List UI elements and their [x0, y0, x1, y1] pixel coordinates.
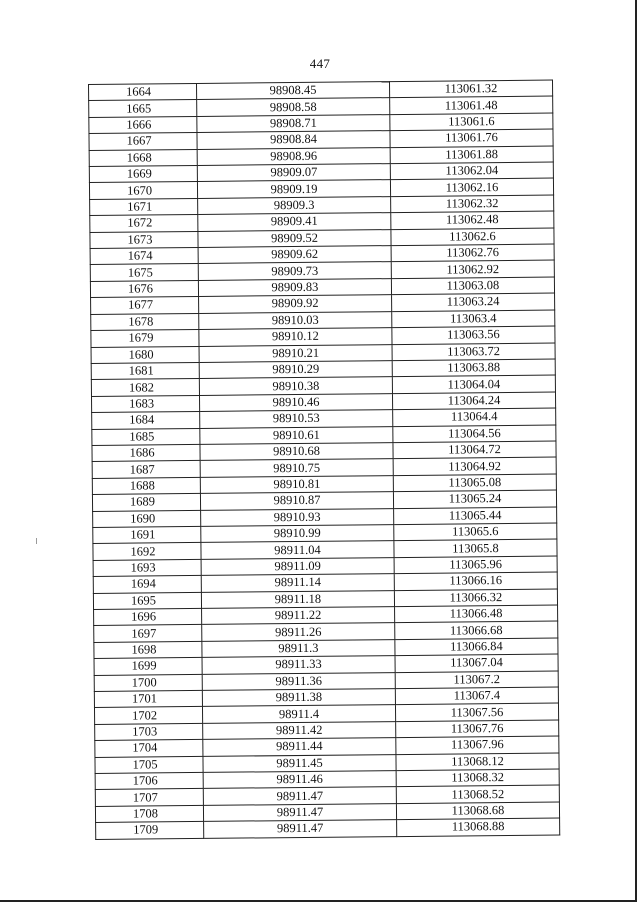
row-index-cell: 1696	[94, 608, 202, 625]
row-index-cell: 1695	[93, 592, 201, 609]
value-b-cell: 113061.48	[390, 96, 553, 114]
row-index-cell: 1674	[90, 248, 198, 265]
value-b-cell: 113063.72	[392, 343, 555, 361]
row-index-cell: 1684	[92, 412, 200, 429]
value-a-cell: 98910.12	[199, 328, 392, 346]
value-a-cell: 98910.87	[200, 492, 393, 510]
row-index-cell: 1707	[95, 789, 203, 806]
value-a-cell: 98911.47	[204, 820, 397, 838]
value-a-cell: 98909.19	[197, 180, 390, 198]
value-b-cell: 113063.24	[392, 293, 555, 311]
value-b-cell: 113066.48	[395, 605, 558, 623]
page-number: 447	[309, 56, 331, 71]
value-a-cell: 98911.04	[201, 541, 394, 559]
row-index-cell: 1700	[94, 674, 202, 691]
value-a-cell: 98910.03	[199, 311, 392, 329]
value-b-cell: 113061.88	[390, 146, 553, 164]
value-a-cell: 98910.99	[201, 525, 394, 543]
row-index-cell: 1705	[95, 756, 203, 773]
row-index-cell: 1698	[94, 641, 202, 658]
row-index-cell: 1666	[89, 116, 197, 133]
value-b-cell: 113068.12	[396, 753, 559, 771]
value-a-cell: 98911.36	[202, 672, 395, 690]
value-b-cell: 113068.68	[396, 802, 559, 820]
value-b-cell: 113064.72	[393, 441, 556, 459]
row-index-cell: 1699	[94, 658, 202, 675]
value-b-cell: 113062.32	[391, 195, 554, 213]
value-b-cell: 113067.76	[396, 720, 559, 738]
value-b-cell: 113066.32	[394, 589, 557, 607]
value-b-cell: 113068.88	[397, 818, 560, 836]
value-b-cell: 113062.92	[391, 261, 554, 279]
value-a-cell: 98909.52	[198, 229, 391, 247]
value-a-cell: 98911.09	[201, 557, 394, 575]
row-index-cell: 1693	[93, 559, 201, 576]
value-b-cell: 113064.24	[392, 392, 555, 410]
value-b-cell: 113067.56	[395, 703, 558, 721]
value-b-cell: 113065.96	[394, 556, 557, 574]
value-a-cell: 98911.47	[203, 803, 396, 821]
value-a-cell: 98910.61	[200, 426, 393, 444]
value-b-cell: 113068.52	[396, 785, 559, 803]
row-index-cell: 1689	[92, 494, 200, 511]
value-b-cell: 113062.76	[391, 244, 554, 262]
row-index-cell: 1704	[95, 740, 203, 757]
value-a-cell: 98909.41	[198, 213, 391, 231]
value-a-cell: 98911.44	[203, 738, 396, 756]
row-index-cell: 1667	[89, 133, 197, 150]
value-b-cell: 113064.92	[393, 457, 556, 475]
value-a-cell: 98911.22	[202, 607, 395, 625]
value-b-cell: 113063.56	[392, 326, 555, 344]
row-index-cell: 1664	[89, 83, 197, 100]
row-index-cell: 1685	[92, 428, 200, 445]
value-a-cell: 98908.84	[197, 131, 390, 149]
row-index-cell: 1675	[90, 264, 198, 281]
row-index-cell: 1680	[91, 346, 199, 363]
value-b-cell: 113064.56	[393, 425, 556, 443]
value-a-cell: 98909.83	[198, 278, 391, 296]
value-a-cell: 98910.21	[199, 344, 392, 362]
row-index-cell: 1682	[91, 379, 199, 396]
value-b-cell: 113065.08	[393, 474, 556, 492]
value-b-cell: 113064.04	[392, 375, 555, 393]
scan-speck	[36, 538, 37, 544]
row-index-cell: 1683	[91, 395, 199, 412]
row-index-cell: 1677	[91, 297, 199, 314]
row-index-cell: 1690	[93, 510, 201, 527]
value-a-cell: 98909.62	[198, 246, 391, 264]
value-a-cell: 98909.73	[198, 262, 391, 280]
value-a-cell: 98908.71	[197, 114, 390, 132]
row-index-cell: 1697	[94, 625, 202, 642]
row-index-cell: 1691	[93, 526, 201, 543]
value-a-cell: 98910.93	[201, 508, 394, 526]
value-a-cell: 98910.81	[200, 475, 393, 493]
value-a-cell: 98911.46	[203, 771, 396, 789]
row-index-cell: 1686	[92, 444, 200, 461]
value-b-cell: 113067.2	[395, 671, 558, 689]
row-index-cell: 1673	[90, 231, 198, 248]
value-a-cell: 98911.45	[203, 754, 396, 772]
row-index-cell: 1708	[95, 805, 203, 822]
value-b-cell: 113063.88	[392, 359, 555, 377]
value-a-cell: 98911.4	[202, 705, 395, 723]
row-index-cell: 1694	[93, 576, 201, 593]
value-a-cell: 98910.53	[200, 410, 393, 428]
row-index-cell: 1668	[89, 149, 197, 166]
value-a-cell: 98911.26	[202, 623, 395, 641]
value-a-cell: 98909.3	[198, 196, 391, 214]
value-a-cell: 98908.96	[197, 147, 390, 165]
row-index-cell: 1703	[95, 723, 203, 740]
value-b-cell: 113062.48	[391, 211, 554, 229]
table-body	[89, 80, 560, 839]
value-b-cell: 113062.6	[391, 228, 554, 246]
value-b-cell: 113064.4	[393, 408, 556, 426]
value-a-cell: 98911.18	[201, 590, 394, 608]
value-a-cell: 98910.68	[200, 443, 393, 461]
value-b-cell: 113067.4	[395, 687, 558, 705]
value-b-cell: 113067.96	[396, 736, 559, 754]
value-b-cell: 113061.32	[389, 80, 552, 98]
value-a-cell: 98911.14	[201, 574, 394, 592]
row-index-cell: 1665	[89, 100, 197, 117]
row-index-cell: 1706	[95, 772, 203, 789]
row-index-cell: 1687	[92, 461, 200, 478]
coordinate-table	[88, 80, 557, 840]
value-a-cell: 98911.3	[202, 639, 395, 657]
value-b-cell: 113065.44	[394, 507, 557, 525]
value-b-cell: 113066.16	[394, 572, 557, 590]
row-index-cell: 1670	[89, 182, 197, 199]
value-a-cell: 98911.47	[203, 787, 396, 805]
row-index-cell: 1702	[94, 707, 202, 724]
row-index-cell: 1681	[91, 362, 199, 379]
value-a-cell: 98911.38	[202, 689, 395, 707]
value-b-cell: 113062.04	[390, 162, 553, 180]
value-a-cell: 98908.58	[197, 98, 390, 116]
value-b-cell: 113066.84	[395, 638, 558, 656]
value-a-cell: 98908.45	[196, 82, 389, 100]
row-index-cell: 1678	[91, 313, 199, 330]
value-a-cell: 98909.07	[197, 164, 390, 182]
value-b-cell: 113061.6	[390, 113, 553, 131]
value-a-cell: 98910.29	[199, 360, 392, 378]
row-index-cell: 1692	[93, 543, 201, 560]
value-a-cell: 98910.38	[199, 377, 392, 395]
row-index-cell: 1679	[91, 330, 199, 347]
row-index-cell: 1709	[96, 822, 204, 839]
value-b-cell: 113063.08	[391, 277, 554, 295]
value-b-cell: 113063.4	[392, 310, 555, 328]
row-index-cell: 1671	[90, 198, 198, 215]
row-index-cell: 1676	[90, 280, 198, 297]
value-b-cell: 113067.04	[395, 654, 558, 672]
value-a-cell: 98910.75	[200, 459, 393, 477]
value-b-cell: 113068.32	[396, 769, 559, 787]
value-b-cell: 113061.76	[390, 129, 553, 147]
value-b-cell: 113062.16	[390, 178, 553, 196]
row-index-cell: 1701	[94, 690, 202, 707]
value-a-cell: 98911.42	[203, 721, 396, 739]
value-a-cell: 98910.46	[199, 393, 392, 411]
value-a-cell: 98909.92	[199, 295, 392, 313]
value-b-cell: 113065.6	[394, 523, 557, 541]
value-b-cell: 113065.24	[393, 490, 556, 508]
value-a-cell: 98911.33	[202, 656, 395, 674]
value-b-cell: 113066.68	[395, 621, 558, 639]
row-index-cell: 1672	[90, 215, 198, 232]
value-b-cell: 113065.8	[394, 539, 557, 557]
row-index-cell: 1669	[89, 165, 197, 182]
row-index-cell: 1688	[92, 477, 200, 494]
